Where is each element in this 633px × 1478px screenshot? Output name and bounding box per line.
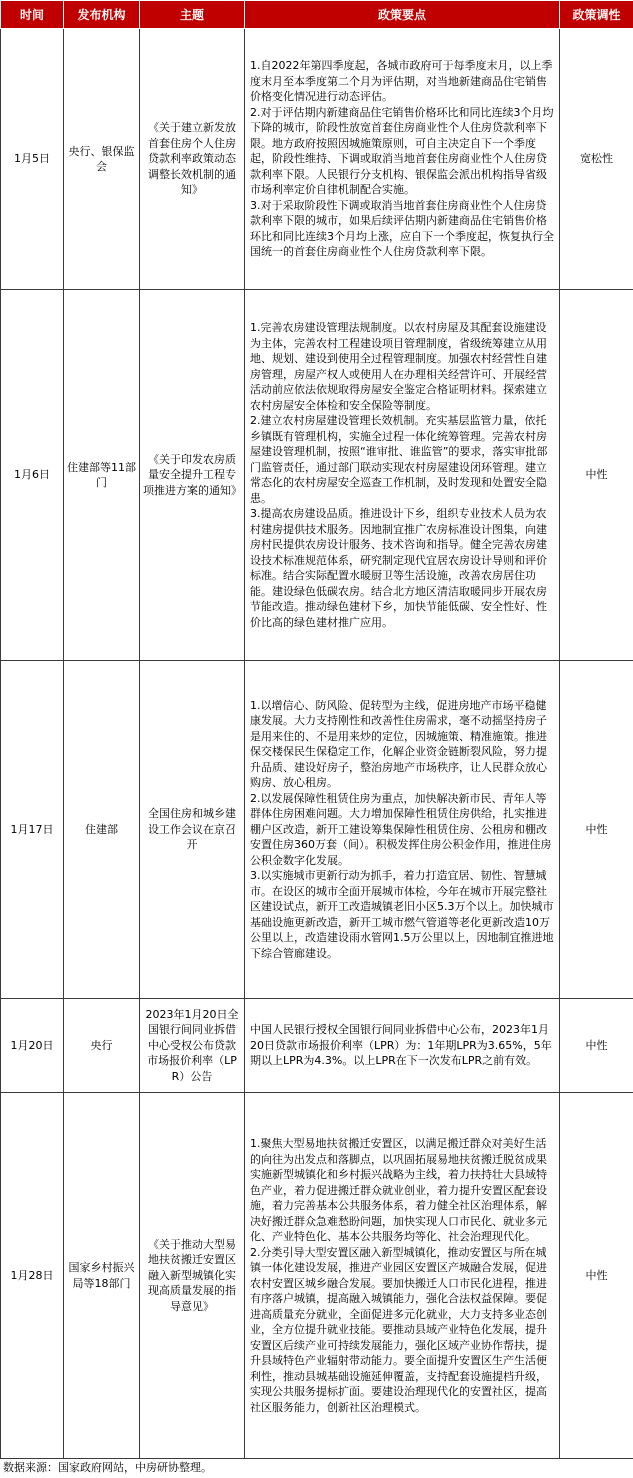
table-row: [1, 29, 633, 290]
policy-point: 2.对于评估期内新建商品住宅销售价格环比和同比连续3个月均下降的城市，阶段性放宽首套住房商业性个人住房贷款利率下限。地方政府按照因城施策原则，可自主决定自下一个季度起，阶段性维持、下调或取消当地首套住房商业性个人住房贷款利率下限。人民银行分支机构、银保监会派出机构指导省级市场利率定价自律机制配合实施。: [250, 105, 554, 197]
cell-tone: 中性: [560, 999, 633, 1093]
policy-point: 1.自2022年第四季度起，各城市政府可于每季度末月，以上季度末月至本季度第二个月为评估期，对当地新建商品住宅销售价格变化情况进行动态评估。: [250, 59, 553, 104]
cell-points: [245, 29, 560, 290]
cell-tone: 宽松性: [560, 29, 633, 290]
policy-point: 2.分类引导大型安置区融入新型城镇化，推动安置区与所在城镇一体化建设发展，推进产业园区安置区产城融合发展，促进农村安置区城乡融合发展。要加快搬迁人口市民化进程，推进有序落户城镇，提高融入城镇能力，强化合法权益保障。要促进高质量充分就业，全面促进多元化就业，大力支持多业态创业，全方位提升就业技能。要推动县域产业特色化发展，提升安置区后续产业可持续发展能力，强化区域产业协作帮扶，提升县域特色产业辐射带动能力。要全面提升安置区生产生活便利性，推动县城基础设施延伸覆盖，支持配套设施提档升级，实现公共服务提标扩面。要建设治理现代化的安置社区，提高社区服务能力，创新社区治理模式。: [250, 1245, 547, 1414]
cell-date: 1月6日: [1, 290, 64, 661]
policy-point: 1.完善农房建设管理法规制度。以农村房屋及其配套设施建设为主体，完善农村工程建设项目管理制度，省级统筹建立从用地、规划、建设到使用全过程管理制度。加强农村经营性自建房管理，房屋产权人或使用人在办理相关经营许可、开展经营活动前应依法依规取得房屋安全鉴定合格证明材料。探索建立农村房屋安全体检和安全保险等制度。: [250, 321, 547, 412]
cell-date: 1月20日: [1, 999, 64, 1093]
header-issuer: 发布机构: [64, 1, 140, 29]
cell-issuer: 央行: [64, 999, 140, 1093]
cell-points: [245, 1093, 560, 1459]
cell-date: 1月28日: [1, 1093, 64, 1459]
policy-point: 2.以发展保障性租赁住房为重点，加快解决新市民、青年人等群体住房困难问题。大力增加保障性租赁住房供给，扎实推进棚户区改造，新开工建设筹集保障性租赁住房、公租房和棚改安置住房360万套（间）。积极发挥住房公积金作用，推进住房公积金数字化发展。: [250, 791, 552, 867]
cell-points: [245, 290, 560, 661]
cell-issuer: 国家乡村振兴局等18部门: [64, 1093, 140, 1459]
header-tone: 政策调性: [560, 1, 633, 29]
policy-point: 3.对于采取阶段性下调或取消当地首套住房商业性个人住房贷款利率下限的城市，如果后续评估期内新建商品住宅销售价格环比和同比连续3个月均上涨，应自下一个季度起，恢复执行全国统一的首套住房商业性个人住房贷款利率下限。: [250, 198, 554, 259]
header-date: 时间: [1, 1, 64, 29]
table-header-row: [1, 1, 633, 29]
cell-points: [245, 661, 560, 999]
cell-topic: 全国住房和城乡建设工作会议在京召开: [140, 661, 245, 999]
cell-topic: 《关于建立新发放首套住房个人住房贷款利率政策动态调整长效机制的通知》: [140, 29, 245, 290]
cell-topic: 《关于印发农房质量安全提升工程专项推进方案的通知》: [140, 290, 245, 661]
table-row: [1, 661, 633, 999]
policy-point: 3.提高农房建设品质。推进设计下乡，组织专业技术人员为农村建房提供技术服务。因地制宜推广农房标准设计图集，向建房村民提供农房设计服务、技术咨询和指导。健全完善农房建设技术标准规范体系，研究制定现代宜居农房设计导则和评价标准。结合实际配置水暖厨卫等生活设施，改善农房居住功能。建设绿色低碳农房。结合北方地区清洁取暖同步开展农房节能改造。推动绿色建材下乡，加快节能低碳、安全性好、性价比高的绿色建材推广应用。: [250, 507, 547, 629]
cell-topic: 2023年1月20日全国银行间同业拆借中心受权公布贷款市场报价利率（LPR）公告: [140, 999, 245, 1093]
cell-issuer: 央行、银保监会: [64, 29, 140, 290]
cell-topic: 《关于推动大型易地扶贫搬迁安置区融入新型城镇化实现高质量发展的指导意见》: [140, 1093, 245, 1459]
table-row: [1, 999, 633, 1093]
table-row: [1, 290, 633, 661]
source-note: 数据来源：国家政府网站，中房研协整理。: [3, 1461, 212, 1474]
policy-point: 3.以实施城市更新行动为抓手，着力打造宜居、韧性、智慧城市。在设区的城市全面开展城市体检，今年在城市开展完整社区建设试点，新开工改造城镇老旧小区5.3万个以上。加快城市基础设施更新改造，新开工城市燃气管道等老化更新改造10万公里以上，改造建设雨水管网1.5万公里以上，因地制宜推进地下综合管廊建设。: [250, 869, 554, 960]
policy-point: 1.以增信心、防风险、促转型为主线，促进房地产市场平稳健康发展。大力支持刚性和改善性住房需求，毫不动摇坚持房子是用来住的、不是用来炒的定位，因城施策、精准施策。推进保交楼保民生保稳定工作，化解企业资金链断裂风险，努力提升品质、建设好房子，整治房地产市场秩序，让人民群众放心购房、放心租房。: [250, 698, 547, 790]
cell-tone: 中性: [560, 661, 633, 999]
table-row: [1, 1093, 633, 1459]
policy-point: 1.聚焦大型易地扶贫搬迁安置区，以满足搬迁群众对美好生活的向往为出发点和落脚点，以巩固拓展易地扶贫搬迁脱贫成果实施新型城镇化和乡村振兴战略为主线，着力扶持壮大县域特色产业，着力促进搬迁群众就业创业，着力提升安置区配套设施，着力完善基本公共服务体系，着力健全社区治理体系，解决好搬迁群众急难愁盼问题，加快实现人口市民化、就业多元化、产业特色化、基本公共服务均等化、社会治理现代化。: [250, 1137, 547, 1243]
header-topic: 主题: [140, 1, 245, 29]
cell-issuer: 住建部: [64, 661, 140, 999]
policy-point: 2.建立农村房屋建设管理长效机制。充实基层监管力量，依托乡镇既有管理机构，实施全过程一体化统筹管理。完善农村房屋建设管理机制，按照“谁审批、谁监管”的要求，落实审批部门监管责任，通过部门联动实现农村房屋建设闭环管理。建立常态化的农村房屋安全巡查工作机制，及时发现和处置安全隐患。: [250, 414, 548, 505]
cell-points: [245, 999, 560, 1093]
cell-date: 1月5日: [1, 29, 64, 290]
cell-tone: 中性: [560, 290, 633, 661]
header-points: 政策要点: [245, 1, 560, 29]
policy-point: 中国人民银行授权全国银行间同业拆借中心公布，2023年1月20日贷款市场报价利率（LPR）为：1年期LPR为3.65%，5年期以上LPR为4.3%。以上LPR在下一次发布LPR之前有效。: [250, 1023, 552, 1068]
cell-issuer: 住建部等11部门: [64, 290, 140, 661]
cell-date: 1月17日: [1, 661, 64, 999]
cell-tone: 中性: [560, 1093, 633, 1459]
